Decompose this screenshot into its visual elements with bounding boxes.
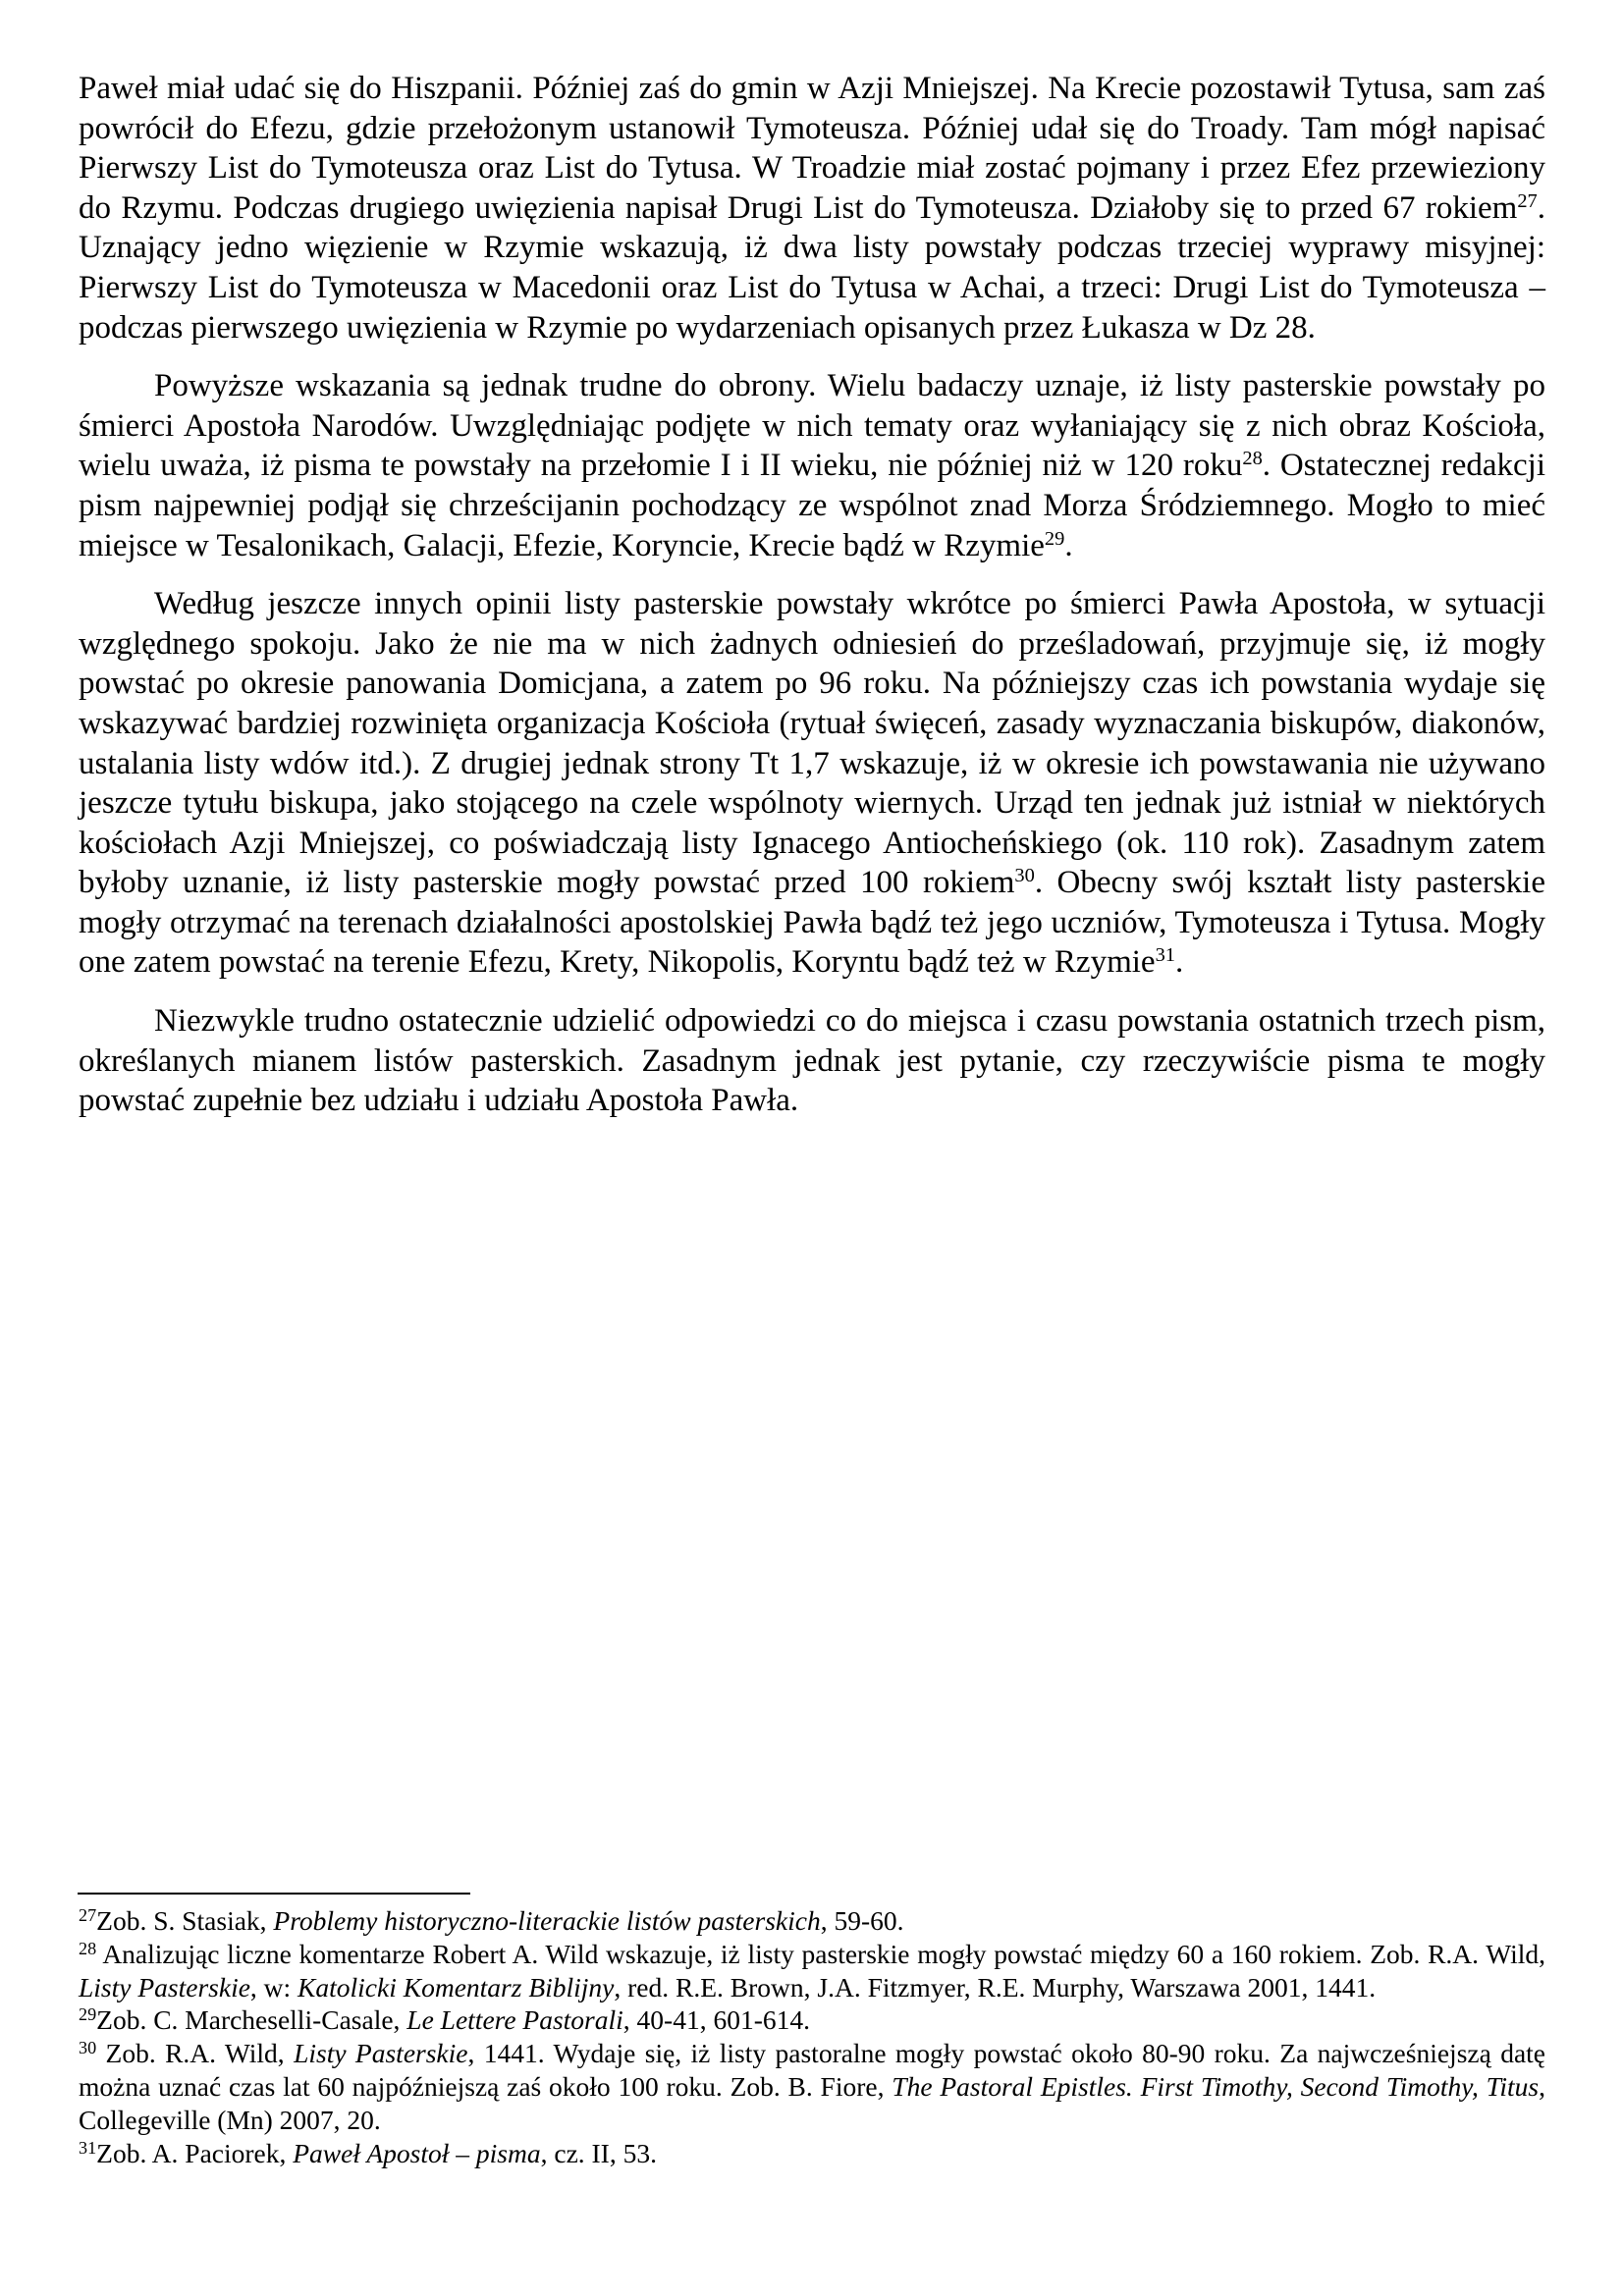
text-run: Zob. S. Stasiak, [96, 1905, 274, 1936]
footnote-number: 31 [79, 2137, 97, 2158]
text-run: , w: [249, 1971, 298, 2002]
italic-title: Paweł Apostoł – pisma [293, 2137, 541, 2168]
paragraph-4 [79, 1001, 1545, 1121]
footnote-reference[interactable]: 29 [1044, 527, 1065, 550]
text-run: , Collegeville (Mn) 2007, 20. [79, 2070, 1545, 2135]
footnote-31 [79, 2137, 1545, 2170]
italic-title: Listy Pasterskie [79, 1971, 250, 2002]
footnote-reference[interactable]: 28 [1242, 448, 1263, 470]
text-run: . Ostatecznej redakcji pism najpewniej podjął się chrześcijanin pochodzący ze wspólnot znad Morza Śródziemnego. Mogło to mieć miejsce w Tesalonikach, Galacji, Efezie, Koryncie, Krecie bądź w Rzymie [79, 448, 1545, 563]
footnote-reference[interactable]: 31 [1155, 944, 1175, 967]
text-run: . [1064, 527, 1073, 563]
text-run: Niezwykle trudno ostatecznie udzielić odpowiedzi co do miejsca i czasu powstania ostatnich trzech pism, określanych mianem listów pasterskich. Zasadnym jednak jest pytanie, czy rzeczywiście pisma te mogły powstać zupełnie bez udziału i udziału Apostoła Pawła. [79, 1003, 1545, 1119]
footnote-separator [78, 1893, 470, 1895]
text-run: . Uznający jedno więzienie w Rzymie wskazują, iż dwa listy powstały podczas trzeciej wyprawy misyjnej: Pierwszy List do Tymoteusza w Macedonii oraz List do Tytusa w Achai, a trzeci: Drugi List do Tymoteusza – podczas pierwszego uwięzienia w Rzymie po wydarzeniach opisanych przez Łukasza w Dz 28. [79, 189, 1545, 346]
footnote-number: 29 [79, 2004, 97, 2025]
paragraph-1 [79, 69, 1545, 347]
footnote-reference[interactable]: 30 [1014, 865, 1035, 887]
footnote-28 [79, 1938, 1545, 2004]
text-run: Zob. C. Marcheselli-Casale, [96, 2004, 407, 2036]
footnote-27 [79, 1904, 1545, 1938]
footnote-reference[interactable]: 27 [1517, 189, 1538, 212]
paragraph-2 [79, 366, 1545, 565]
italic-title: Le Lettere Pastorali [406, 2004, 623, 2036]
footnote-number: 30 [79, 2038, 97, 2058]
text-run: Zob. R.A. Wild, [96, 2038, 295, 2069]
text-run: Według jeszcze innych opinii listy pasterskie powstały wkrótce po śmierci Pawła Apostoła, w sytuacji względnego spokoju. Jako że nie ma w nich żadnych odniesień do prześladowań, przyjmuje się, iż mogły powstać po okresie panowania Domicjana, a zatem po 96 roku. Na późniejszy czas ich powstania wydaje się wskazywać bardziej rozwinięta organizacja Kościoła (rytuał święceń, zasady wyznaczania biskupów, diakonów, ustalania listy wdów itd.). Z drugiej jednak strony Tt 1,7 wskazuje, iż w okresie ich powstawania nie używano jeszcze tytułu biskupa, jako stojącego na czele wspólnoty wiernych. Urząd ten jednak już istniał w niektórych kościołach Azji Mniejszej, co poświadczają listy Ignacego Antiocheńskiego (ok. 110 rok). Zasadnym zatem byłoby uznanie, iż listy pasterskie mogły powstać przed 100 rokiem [79, 586, 1545, 901]
footnote-30 [79, 2037, 1545, 2136]
text-run: Paweł miał udać się do Hiszpanii. Później zaś do gmin w Azji Mniejszej. Na Krecie pozostawił Tytusa, sam zaś powrócił do Efezu, gdzie przełożonym ustanowił Tymoteusza. Później udał się do Troady. Tam mógł napisać Pierwszy List do Tymoteusza oraz List do Tytusa. W Troadzie miał zostać pojmany i przez Efez przewieziony do Rzymu. Podczas drugiego uwięzienia napisał Drugi List do Tymoteusza. Działoby się to przed 67 rokiem [79, 71, 1545, 226]
paragraph-3 [79, 584, 1545, 983]
italic-title: Katolicki Komentarz Biblijny [298, 1971, 615, 2002]
footnote-number: 27 [79, 1904, 97, 1925]
text-run: , 1441. Wydaje się, iż listy pastoralne mogły powstać około 80-90 roku. Za najwcześniejszą datę można uznać czas lat 60 najpóźniejszą zaś około 100 roku. Zob. B. Fiore, [79, 2038, 1545, 2102]
text-run: , cz. II, 53. [540, 2137, 657, 2168]
italic-title: Listy Pasterskie [294, 2038, 468, 2069]
italic-title: Problemy historyczno-literackie listów pasterskich [273, 1905, 821, 1936]
text-run: , 40-41, 601-614. [622, 2004, 810, 2036]
text-run: Zob. A. Paciorek, [96, 2137, 294, 2168]
italic-title: The Pastoral Epistles. First Timothy, Second Timothy, Titus [892, 2070, 1540, 2102]
text-run: , 59-60. [820, 1905, 904, 1936]
text-run: . Obecny swój kształt listy pasterskie mogły otrzymać na terenach działalności apostolskiej Pawła bądź też jego uczniów, Tymoteusza i Tytusa. Mogły one zatem powstać na terenie Efezu, Krety, Nikopolis, Koryntu bądź też w Rzymie [79, 865, 1545, 981]
footnote-29 [79, 2003, 1545, 2037]
body-text [79, 69, 1545, 1140]
text-run: Powyższe wskazania są jednak trudne do obrony. Wielu badaczy uznaje, iż listy pasterskie powstały po śmierci Apostoła Narodów. Uwzględniając podjęte w nich tematy oraz wyłaniający się z nich obraz Kościoła, wielu uważa, iż pisma te powstały na przełomie I i II wieku, nie później niż w 120 roku [79, 368, 1545, 484]
text-run: Analizując liczne komentarze Robert A. Wild wskazuje, iż listy pasterskie mogły powstać między 60 a 160 rokiem. Zob. R.A. Wild, [96, 1938, 1545, 1969]
text-run: , red. R.E. Brown, J.A. Fitzmyer, R.E. Murphy, Warszawa 2001, 1441. [614, 1971, 1377, 2002]
text-run: . [1175, 944, 1184, 981]
footnotes [79, 1904, 1545, 2169]
footnote-number: 28 [79, 1938, 97, 1958]
